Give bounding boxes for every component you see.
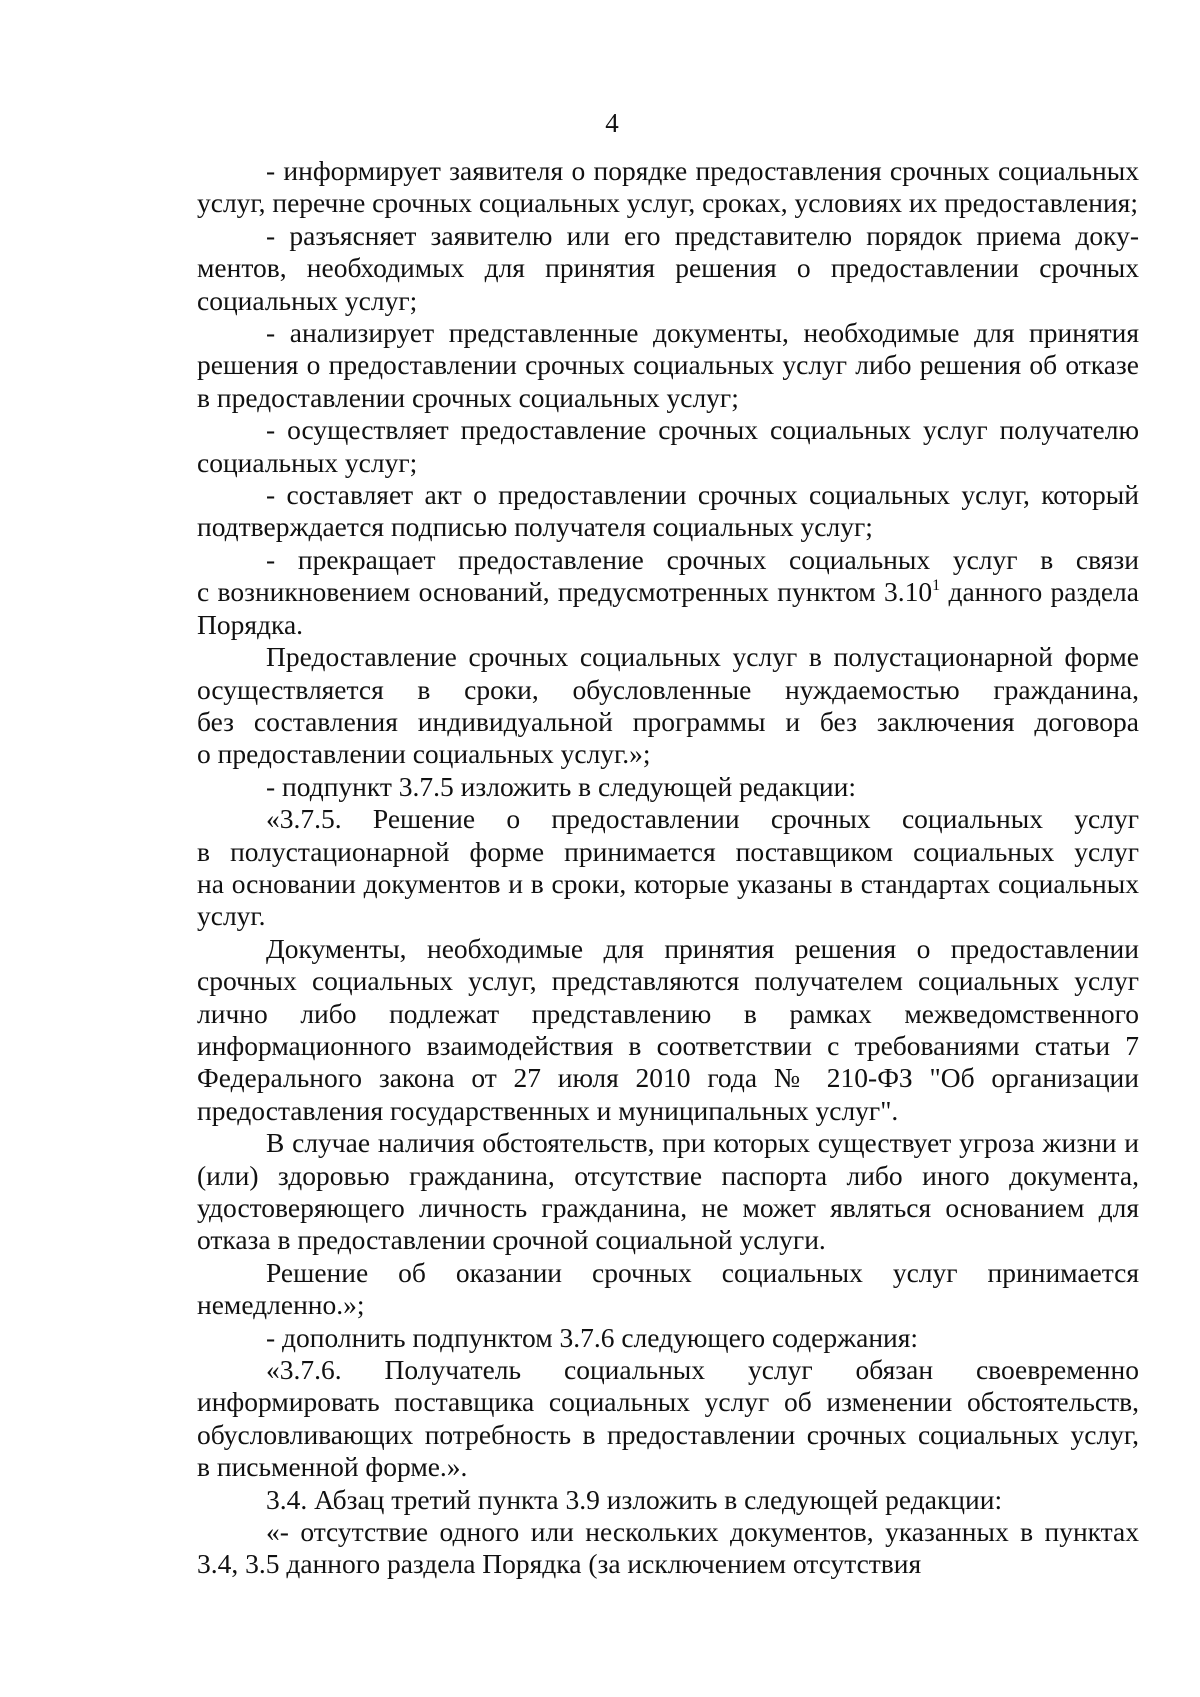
paragraph-subclause-376-intro: - дополнить подпунктом 3.7.6 следующего содержания: [266, 1321, 919, 1353]
paragraph-decision-immediate: Решение об оказании срочных социальных услуг принимается немедленно.»; [197, 1256, 1139, 1321]
paragraph-provides-services: - осуществляет предоставление срочных социальных услуг получателю социальных услуг; [197, 414, 1139, 478]
paragraph-documents-required: Документы, необходимые для принятия решения о предоставлении срочных социальных услуг, представляются получателем социальных услуг лично либо подлежат представлению в рамках межведомственного информационного взаимодействия в соответствии с требованиями статьи 7 Федерального закона от 27 июля 2010 года № 210-ФЗ "Об организации предоставления государственных и муниципальных услуг". [197, 932, 1139, 1126]
document-body [197, 155, 1139, 1581]
paragraph-semi-stationary-form: Предоставление срочных социальных услуг в полустационарной форме осуществляется в сроки, обусловленные нуждаемостью гражданина, без составления индивидуальной программы и без заключения договора о предоставлении социальных услуг.»; [197, 641, 1139, 770]
paragraph-terminates-services [197, 544, 1139, 641]
paragraph-subclause-376: «3.7.6. Получатель социальных услуг обязан своевременно информировать поставщика социальных услуг об изменении обстоятельств, обусловливающих потребность в предоставлении срочных социальных услуг, в письменной форме.». [197, 1354, 1139, 1483]
paragraph-subclause-375: «3.7.5. Решение о предоставлении срочных социальных услуг в полустационарной форме принимается поставщиком социальных услуг на основании документов и в сроки, которые указаны в стандартах социальных услуг. [197, 803, 1139, 932]
paragraph-subclause-375-intro: - подпункт 3.7.5 изложить в следующей редакции: [266, 770, 857, 802]
paragraph-terminates-text: - прекращает предоставление срочных социальных услуг в связи с возникновением оснований, предусмотренных пунктом 3.10 [197, 543, 1139, 608]
paragraph-absence-of-documents: «- отсутствие одного или нескольких документов, указанных в пунктах 3.4, 3.5 данного раздела Порядка (за исключением отсутствия [197, 1516, 1139, 1580]
paragraph-explains-procedure: - разъясняет заявителю или его представителю порядок приема документов, необходимых для принятия решения о предоставлении срочных социальных услуг; [197, 219, 1139, 316]
paragraph-draws-act: - составляет акт о предоставлении срочных социальных услуг, который подтверждается подписью получателя социальных услуг; [197, 479, 1139, 543]
paragraph-threat-to-life: В случае наличия обстоятельств, при которых существует угроза жизни и (или) здоровью гражданина, отсутствие паспорта либо иного документа, удостоверяющего личность гражданина, не может являться основанием для отказа в предоставлении срочной социальной услуги. [197, 1127, 1139, 1256]
page-number: 4 [605, 108, 619, 138]
paragraph-clause-34: 3.4. Абзац третий пункта 3.9 изложить в следующей редакции: [266, 1483, 1003, 1515]
paragraph-terminates-tail: данного раздела Порядка. [197, 576, 1139, 640]
superscript-footnote: 1 [932, 577, 941, 595]
paragraph-analyzes-documents: - анализирует представленные документы, необходимые для принятия решения о предоставлении срочных социальных услуг либо решения об отказе в предоставлении срочных социальных услуг; [197, 317, 1139, 413]
paragraph-informs-applicant: - информирует заявителя о порядке предоставления срочных социальных услуг, перечне срочных социальных услуг, сроках, условиях их предоставления; [197, 155, 1139, 219]
